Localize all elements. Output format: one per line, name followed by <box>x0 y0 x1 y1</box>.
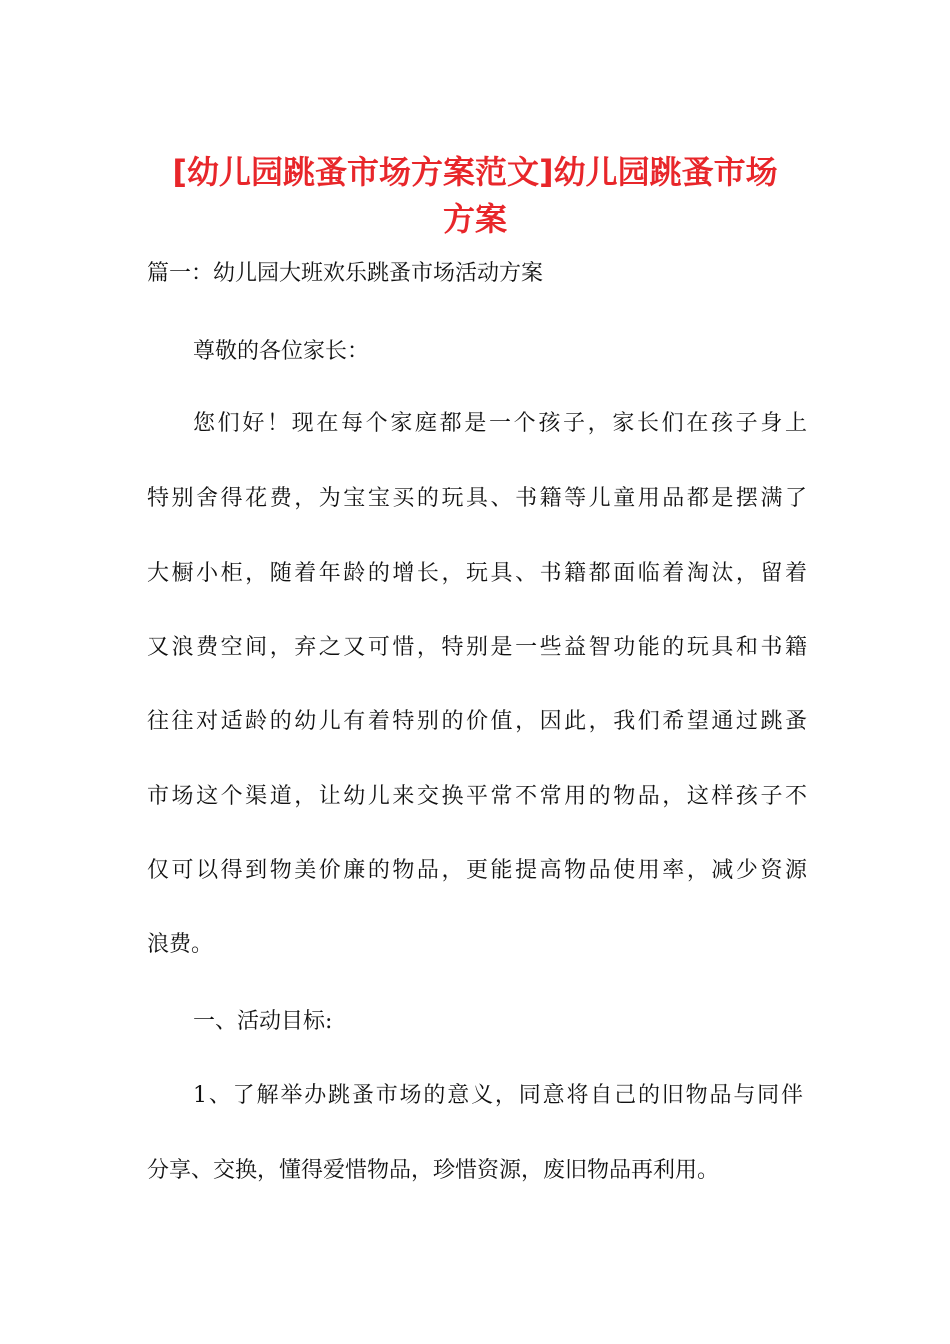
goal-line: 分享、交换，懂得爱惜物品，珍惜资源，废旧物品再利用。 <box>147 1158 720 1183</box>
paragraph-line: 大橱小柜，随着年龄的增长，玩具、书籍都面临着淘汰，留着 <box>147 561 807 586</box>
document-title-line-1: [幼儿园跳蚤市场方案范文]幼儿园跳蚤市场 <box>172 153 778 191</box>
paragraph-line: 浪费。 <box>147 932 214 957</box>
paragraph-line: 您们好！现在每个家庭都是一个孩子，家长们在孩子身上 <box>193 411 807 436</box>
document-title-line-2: 方案 <box>442 200 507 238</box>
goal-line: 1、了解举办跳蚤市场的意义，同意将自己的旧物品与同伴 <box>193 1083 803 1108</box>
paragraph-line: 市场这个渠道，让幼儿来交换平常不常用的物品，这样孩子不 <box>147 784 807 809</box>
paragraph-line: 仅可以得到物美价廉的物品，更能提高物品使用率，减少资源 <box>147 858 807 883</box>
paragraph-line: 特别舍得花费，为宝宝买的玩具、书籍等儿童用品都是摆满了 <box>147 486 807 511</box>
subheading: 一、活动目标: <box>193 1009 333 1034</box>
salutation: 尊敬的各位家长： <box>193 339 370 364</box>
paragraph-line: 往往对适龄的幼儿有着特别的价值，因此，我们希望通过跳蚤 <box>147 709 807 734</box>
section-heading: 篇一：幼儿园大班欢乐跳蚤市场活动方案 <box>147 261 544 286</box>
paragraph-line: 又浪费空间，弃之又可惜，特别是一些益智功能的玩具和书籍 <box>147 635 807 660</box>
